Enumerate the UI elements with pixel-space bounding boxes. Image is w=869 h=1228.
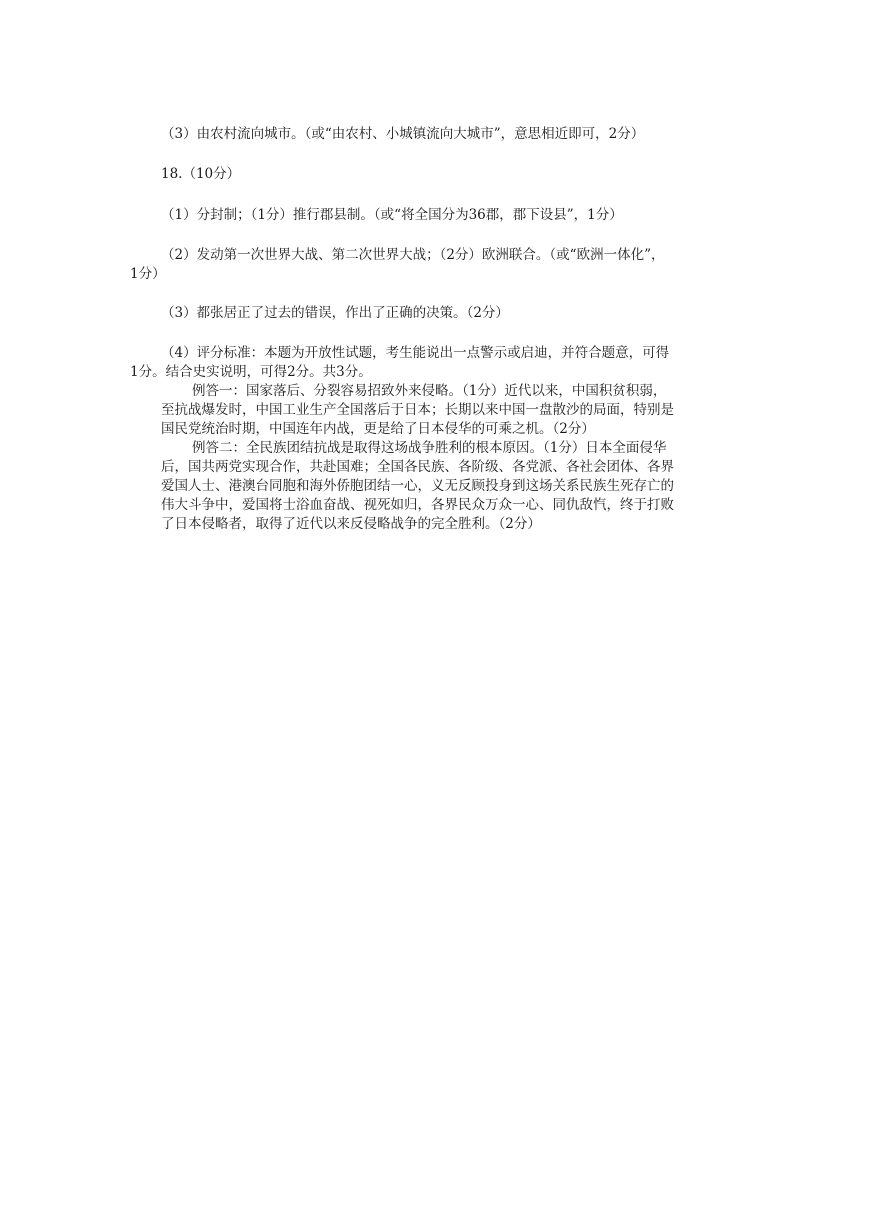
example2-line: 伟大斗争中，爱国将士浴血奋战、视死如归，各界民众万众一心、同仇敌忾，终于打败	[161, 497, 674, 513]
q18-part1-answer: （1）分封制；（1分）推行郡县制。（或“将全国分为36郡，郡下设县”，1分）	[161, 207, 623, 223]
q18-header: 18.（10分）	[161, 166, 241, 182]
example1-line: 例答一：国家落后、分裂容易招致外来侵略。（1分）近代以来，中国积贫积弱，	[192, 383, 667, 399]
example2-line: 爱国人士、港澳台同胞和海外侨胞团结一心，义无反顾投身到这场关系民族生死存亡的	[161, 478, 674, 494]
example1-line: 至抗战爆发时，中国工业生产全国落后于日本；长期以来中国一盘散沙的局面，特别是	[161, 402, 674, 418]
example2-line: 后，国共两党实现合作，共赴国难；全国各民族、各阶级、各党派、各社会团体、各界	[161, 459, 674, 475]
q17-part3-answer: （3）由农村流向城市。（或“由农村、小城镇流向大城市”，意思相近即可，2分）	[161, 126, 645, 142]
q18-part4-criteria-line2: 1分。结合史实说明，可得2分。共3分。	[130, 364, 372, 380]
example2-line: 了日本侵略者，取得了近代以来反侵略战争的完全胜利。（2分）	[161, 516, 541, 532]
example1-line: 国民党统治时期，中国连年内战，更是给了日本侵华的可乘之机。（2分）	[161, 421, 595, 437]
q18-part2-answer-line2: 1分）	[130, 266, 166, 282]
example2-line: 例答二：全民族团结抗战是取得这场战争胜利的根本原因。（1分）日本全面侵华	[192, 440, 667, 456]
q18-part2-answer-line1: （2）发动第一次世界大战、第二次世界大战；（2分）欧洲联合。（或“欧洲一体化”，	[161, 247, 665, 263]
q18-part3-answer: （3）都张居正了过去的错误，作出了正确的决策。（2分）	[161, 305, 509, 321]
q18-part4-criteria-line1: （4）评分标准：本题为开放性试题，考生能说出一点警示或启迪，并符合题意，可得	[161, 345, 670, 361]
